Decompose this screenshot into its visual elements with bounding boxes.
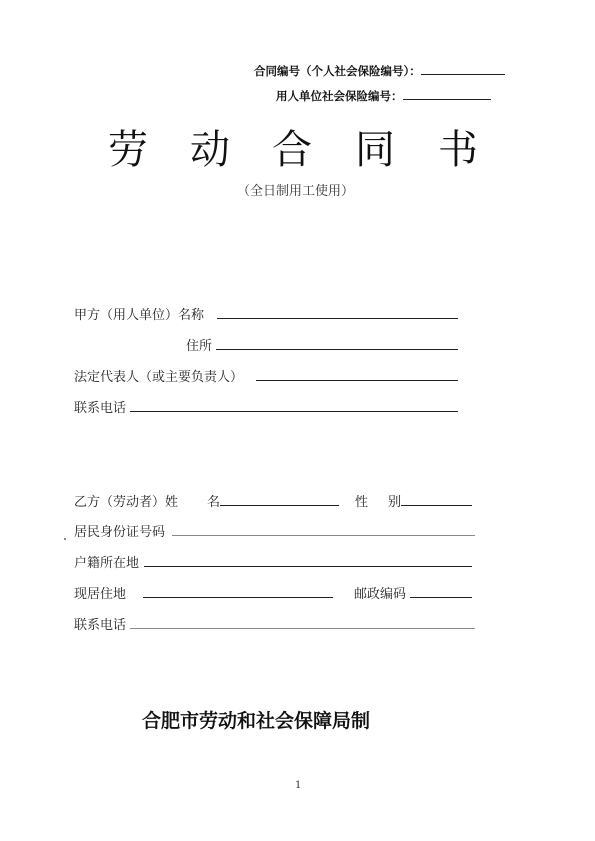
party-b-gender-label-prefix: 性	[355, 495, 369, 510]
party-b-id-label: 居民身份证号码	[74, 525, 166, 540]
contract-number-row	[254, 62, 505, 79]
party-b-current-address-label: 现居住地	[74, 587, 127, 602]
party-b-postcode-label: 邮政编码	[354, 587, 407, 602]
party-b-phone-label: 联系电话	[74, 618, 127, 633]
party-a-address-label: 住所	[186, 339, 213, 354]
party-a-legal-rep-field[interactable]	[256, 380, 458, 381]
party-b-name-label-suffix: 名	[207, 495, 221, 510]
title-char: 书	[438, 127, 480, 173]
party-b-name-field[interactable]	[220, 505, 339, 506]
title-char: 劳	[108, 127, 150, 173]
party-b-gender-label-suffix: 别	[388, 495, 402, 510]
employer-insurance-label: 用人单位社会保险编号：	[276, 89, 403, 103]
party-b-hukou-field[interactable]	[144, 566, 472, 567]
party-b-hukou-label: 户籍所在地	[74, 556, 140, 571]
party-b-id-field[interactable]	[172, 535, 475, 536]
party-b-name-label-prefix: 乙方（劳动者）姓	[74, 495, 179, 510]
document-subtitle: （全日制用工使用）	[237, 184, 355, 199]
contract-number-field[interactable]	[421, 62, 505, 75]
party-a-address-field[interactable]	[216, 349, 458, 350]
party-a-phone-field[interactable]	[130, 411, 458, 412]
issuer-title: 合肥市劳动和社会保障局制	[142, 710, 371, 732]
margin-mark	[64, 538, 66, 540]
party-b-postcode-field[interactable]	[410, 597, 472, 598]
employer-insurance-row	[276, 87, 491, 104]
party-b-current-address-field[interactable]	[143, 597, 333, 598]
party-a-name-label: 甲方（用人单位）名称	[74, 308, 205, 323]
contract-number-label: 合同编号（个人社会保险编号）：	[254, 64, 421, 78]
document-title	[0, 118, 595, 173]
party-a-legal-rep-label: 法定代表人（或主要负责人）	[74, 370, 244, 385]
title-char: 动	[190, 127, 232, 173]
employer-insurance-field[interactable]	[403, 87, 491, 100]
title-char: 同	[355, 127, 397, 173]
party-a-name-field[interactable]	[217, 318, 458, 319]
party-b-gender-field[interactable]	[401, 505, 472, 506]
party-a-phone-label: 联系电话	[74, 401, 127, 416]
page-number: 1	[295, 780, 302, 791]
party-b-phone-field[interactable]	[130, 628, 475, 629]
title-char: 合	[272, 127, 314, 173]
